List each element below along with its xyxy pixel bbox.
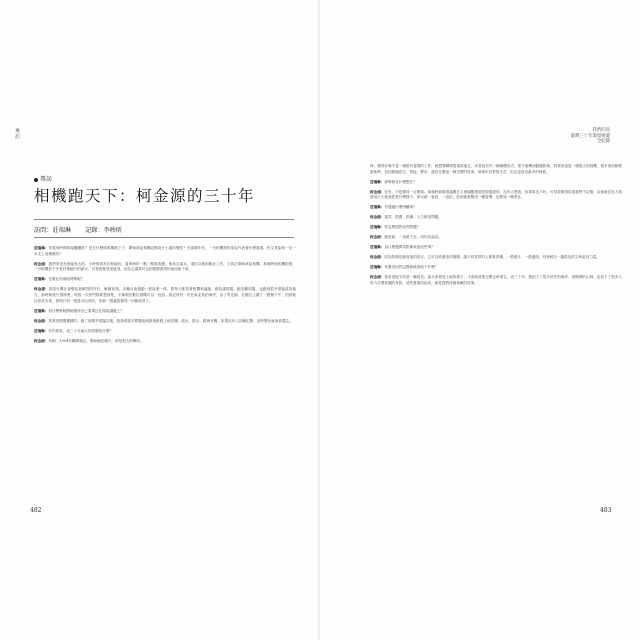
speaker-label: 莊瑞琳： bbox=[370, 264, 385, 269]
speaker-label: 柯金源： bbox=[34, 318, 49, 323]
paragraph bbox=[370, 235, 622, 241]
paragraph bbox=[370, 164, 622, 176]
page-number-left: 482 bbox=[30, 507, 42, 514]
paragraph bbox=[370, 190, 622, 202]
speaker-label: 莊瑞琳： bbox=[34, 328, 49, 333]
running-header-line: 臺灣三十年環境變遷 bbox=[570, 133, 610, 139]
speaker-label: 柯金源： bbox=[34, 261, 49, 266]
speaker-label: 莊瑞琳： bbox=[370, 225, 385, 230]
running-header-line: 全紀錄 bbox=[596, 139, 610, 144]
paragraph bbox=[370, 225, 622, 231]
paragraph-text: 有啊，1994年離開報社，開始做紀錄片，那是很大的轉折。 bbox=[48, 338, 144, 343]
paragraph-text: 當然，經費、設備、人力都是問題。 bbox=[384, 215, 442, 220]
running-header-line: 我們的島 bbox=[592, 128, 610, 133]
paragraph-text: 在你看來，這三十年最大的改變是什麼？ bbox=[48, 328, 114, 333]
left-side-label: 專訪 bbox=[14, 128, 20, 139]
bullet-dot-icon bbox=[34, 178, 38, 182]
paragraph-text: 就是做，一直做下去，用作品說話。 bbox=[384, 235, 442, 240]
page-number-right: 483 bbox=[600, 507, 612, 514]
speaker-label: 莊瑞琳： bbox=[34, 246, 49, 250]
speaker-label: 柯金源： bbox=[34, 287, 49, 292]
speaker-label: 柯金源： bbox=[370, 215, 385, 220]
paragraph bbox=[370, 180, 622, 186]
left-text-column bbox=[34, 246, 296, 349]
speaker-label: 莊瑞琳： bbox=[370, 245, 385, 250]
byline-interviewer: 訪問：莊瑞琳 bbox=[34, 227, 72, 234]
paragraph-text: 時，覺得好像不是一個很有意義的工作，就想要轉到電視那邊去，或者說另外一種媒體形式。從平面轉到動態影像，對我來說是一個很大的挑戰，很多東西都要重新學，包括鏡頭語言、剪接、聲音，還有怎麼說一個完整的故事。那幾年其實很辛苦，但也是成長最多的時候。 bbox=[370, 164, 622, 174]
paragraph bbox=[34, 339, 296, 345]
paragraph-text: 在報社的那段時間呢？ bbox=[48, 277, 85, 282]
paragraph bbox=[370, 265, 622, 271]
speaker-label: 柯金源： bbox=[370, 235, 385, 240]
paragraph bbox=[34, 329, 296, 335]
paragraph-text: 你覺得這些記錄最後會留下什麼？ bbox=[384, 264, 439, 269]
paragraph-text: 其實是慢慢累積的。跑了那麼多現場以後，我發現很多問題追到最後都跟土地有關，跟水、跟山、跟海有關。如果沒有人持續記錄，這些變化就會被遺忘。 bbox=[48, 318, 293, 323]
paragraph bbox=[34, 277, 296, 283]
paragraph-text: 因為影像是最直接的語言，它可以跨過很多隔閡，讓不同背景的人都看得懂。一張照片、一段畫面，有時候比一篇很長的文章更有力量。 bbox=[384, 255, 600, 259]
speaker-label: 莊瑞琳： bbox=[370, 205, 385, 210]
paragraph bbox=[370, 245, 622, 251]
paragraph-text: 為什麼選擇用影像來說這些事？ bbox=[384, 245, 435, 250]
paragraph-text: 你怎麼面對這些問題？ bbox=[384, 225, 421, 230]
speaker-label: 莊瑞琳： bbox=[34, 277, 49, 282]
running-header bbox=[570, 128, 610, 145]
paragraph bbox=[370, 275, 622, 287]
paragraph bbox=[370, 215, 622, 221]
right-page bbox=[320, 0, 640, 640]
paragraph bbox=[34, 287, 296, 304]
paragraph bbox=[370, 205, 622, 211]
paragraph-text: 我們家是在海邊長大的，小時候常常在海邊玩，看著海岸一點一點被改變。後來去當兵，退伍以後到報社工作，才真正開始拿起相機。那個時候相機很貴，一台相機差不多是好幾個月的薪水，可是我覺得很值得，因為它讓我可以把眼睛看到的東西留下來。 bbox=[34, 261, 297, 272]
paragraph-text: 那時候有什麼想法？ bbox=[384, 179, 417, 184]
paragraph-text: 我希望留下的是一種看見。當大家看見土地的樣子，才會知道要怎麼去珍惜它。這三十年，我拍下了很多消失的海岸、被開發的山林，也拍下了很多人努力守護家園的身影。這些畫面加起來，就是我們這個島嶼的故事。 bbox=[370, 274, 623, 285]
paragraph bbox=[34, 319, 296, 325]
right-text-column bbox=[370, 164, 622, 291]
speaker-label: 柯金源： bbox=[370, 274, 385, 279]
paragraph-text: 有遇過什麼困難嗎？ bbox=[384, 205, 417, 210]
speaker-label: 莊瑞琳： bbox=[370, 179, 385, 184]
byline-divider bbox=[34, 237, 294, 238]
section-tag bbox=[34, 174, 52, 183]
title-divider bbox=[34, 219, 294, 220]
byline-recorder: 記錄：李映昕 bbox=[85, 227, 123, 234]
byline bbox=[34, 225, 134, 234]
section-tag-text: 專訪 bbox=[40, 176, 53, 183]
speaker-label: 柯金源： bbox=[370, 255, 385, 259]
paragraph-text: 你什麼時候開始覺得自己要專注在環境議題上？ bbox=[48, 308, 124, 313]
paragraph-text: 那是台灣社會變化最劇烈的年代，解嚴前後，各種社會運動一波接著一波，我每天都背著相機到處跑，跑抗議現場、跑災難現場，也跑到很多很偏遠的地方。那時候底片很珍貴，每按一次快門都要想清楚，不像現在數位相機可以一直拍。我記得有一次在東北角拍海岸，為了等光線，在礁石上蹲了一整個下午，回到報社沖洗出來，發現只有一張是可以用的，但那一張讓我覺得一切都值得了。 bbox=[34, 287, 297, 303]
paragraph-text: 沒有，只是覺得一定要做。那個時候環境議題在主流媒體裡面是很邊緣的，沒有人想看，收視率也不好。可是我覺得如果我們不記錄，以後就沒有人知道這片土地曾經是什麼樣子。所以就一直拍，一直拍，拍到後來變成一種習慣，也變成一種責任。 bbox=[370, 189, 623, 200]
paragraph bbox=[34, 246, 296, 258]
speaker-label: 柯金源： bbox=[370, 189, 385, 194]
paragraph-text: 你從何時開始接觸攝影？是在什麼樣的機緣之下，開始拿起相機記錄這片土地的變化？在那個年代，一台相機對你來說代表著什麼意義，你又是如何一步一步走上這條路的？ bbox=[34, 246, 297, 256]
paragraph bbox=[34, 309, 296, 315]
speaker-label: 莊瑞琳： bbox=[34, 308, 49, 313]
paragraph bbox=[34, 262, 296, 274]
speaker-label: 柯金源： bbox=[34, 338, 49, 343]
paragraph bbox=[370, 255, 622, 261]
article-title: 相機跑天下：柯金源的三十年 bbox=[34, 187, 256, 205]
